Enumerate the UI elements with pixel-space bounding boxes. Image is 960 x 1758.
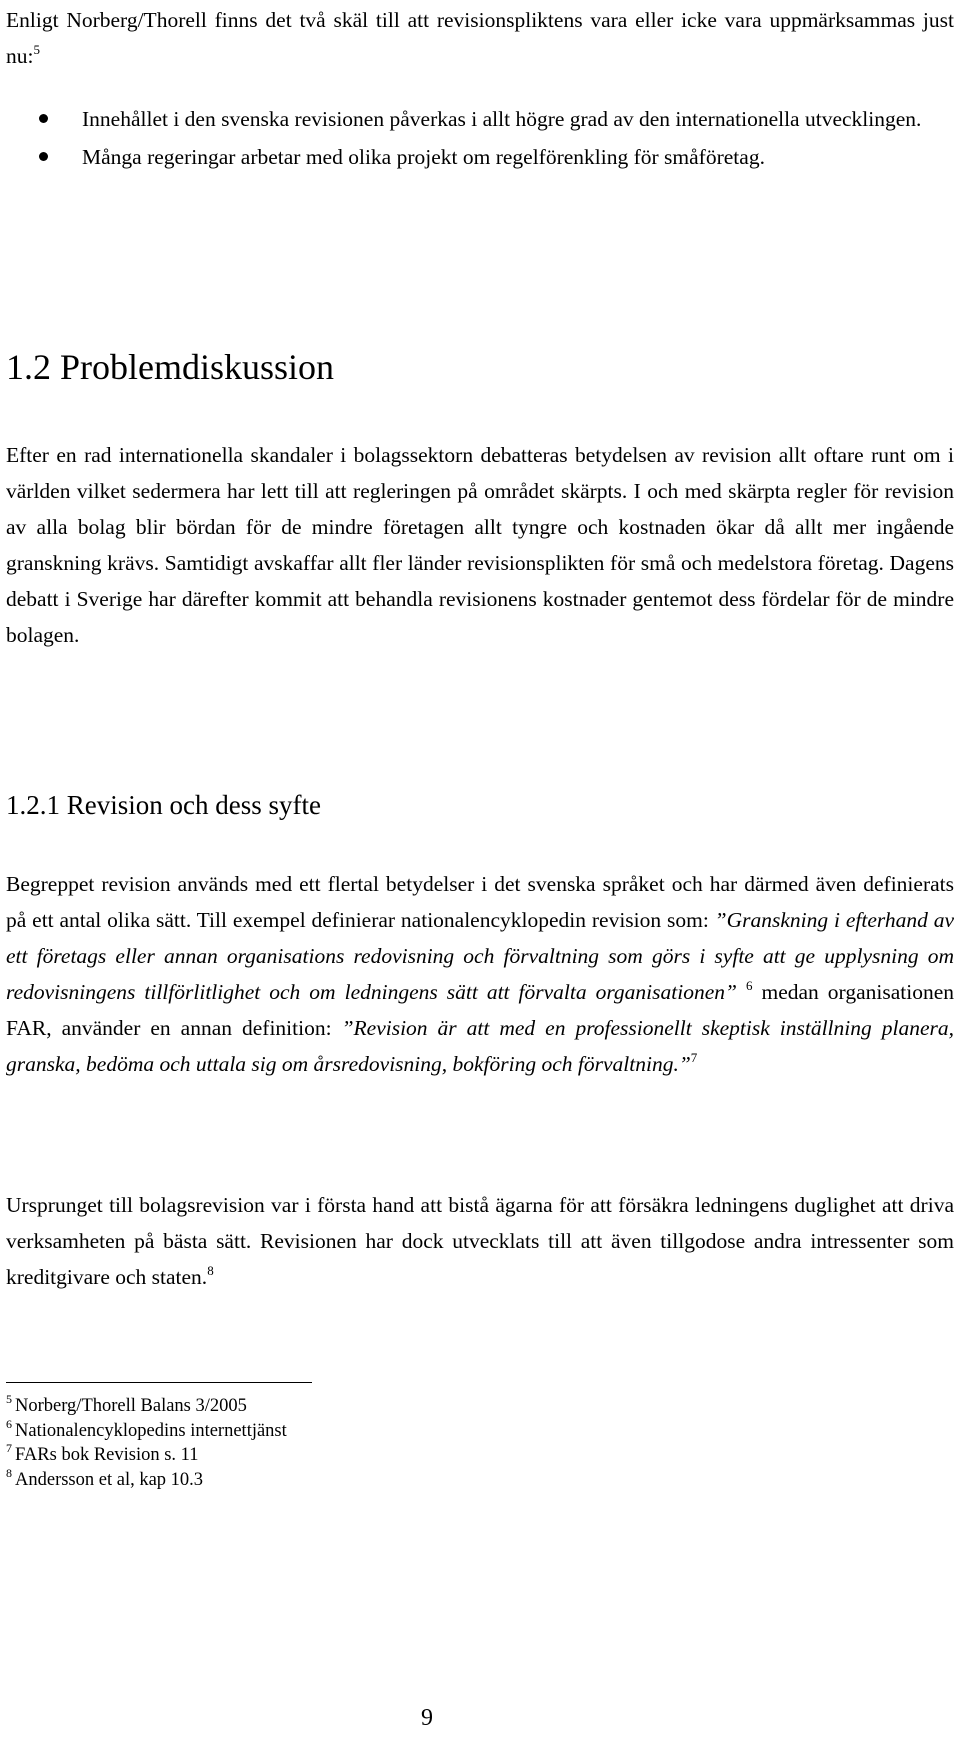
origin-text: Ursprunget till bolagsrevision var i första hand att bistå ägarna för att försäkra ledningens duglighet att driva verksamheten på bästa sätt. Revisionen har dock utvecklats till att även tillgodose andra intressenter som kreditgivare och staten. bbox=[6, 1193, 954, 1289]
footnote-text: Nationalencyklopedins internettjänst bbox=[15, 1420, 287, 1441]
footnote-ref-5: 5 bbox=[33, 42, 40, 57]
intro-paragraph bbox=[6, 2, 954, 74]
footnote-item bbox=[6, 1394, 706, 1419]
bullet-dot-icon bbox=[39, 114, 48, 123]
bullet-item bbox=[0, 101, 954, 137]
bullet-dot-icon bbox=[39, 152, 48, 161]
footnote-item bbox=[6, 1465, 706, 1493]
definition-intro-text: Begreppet revision används med ett flertal betydelser i det svenska språket och har därmed även definierats på ett antal olika sätt. Till exempel definierar nationalencyklopedin revision som: bbox=[6, 872, 954, 932]
footnote-ref-8: 8 bbox=[207, 1263, 214, 1278]
bullet-item bbox=[0, 139, 954, 175]
footnote-list bbox=[6, 1394, 706, 1492]
intro-text: Enligt Norberg/Thorell finns det två skäl till att revisionspliktens vara eller icke vara uppmärksammas just nu: bbox=[6, 8, 954, 68]
bullet-text: Innehållet i den svenska revisionen påverkas i allt högre grad av den internationella utvecklingen. bbox=[82, 107, 922, 131]
footnote-item bbox=[6, 1443, 706, 1468]
footnote-number: 8 bbox=[6, 1465, 12, 1480]
footnote-number: 6 bbox=[6, 1416, 12, 1431]
problem-paragraph: Efter en rad internationella skandaler i bolagssektorn debatteras betydelsen av revision allt oftare runt om i världen vilket sedermera har lett till att regleringen på området skärpts. I och med skärpta regler för revision av alla bolag blir bördan för de mindre företagen allt tyngre och kostnaden ökar då allt mer ingående granskning krävs. Samtidigt avskaffar allt fler länder revisionsplikten för små och medelstora företag. Dagens debatt i Sverige har därefter kommit att behandla revisionens kostnader gentemot dess fördelar för de mindre bolagen. bbox=[6, 443, 954, 647]
footnote-number: 7 bbox=[6, 1441, 12, 1455]
page-number: 9 bbox=[421, 1705, 433, 1731]
footnote-text: Andersson et al, kap 10.3 bbox=[15, 1469, 204, 1490]
section-heading: 1.2 Problemdiskussion bbox=[6, 347, 335, 387]
definition-middle-text: medan organisationen FAR, använder en annan definition: bbox=[6, 980, 954, 1040]
bullet-list bbox=[0, 101, 954, 177]
footnote-number: 5 bbox=[6, 1392, 12, 1406]
footnote-text: FARs bok Revision s. 11 bbox=[15, 1445, 199, 1465]
ne-definition-quote: ”Granskning i efterhand av ett företags eller annan organisations redovisning och förvaltning som görs i syfte att ge upplysning om redovisningens tillförlitlighet och om ledningens sätt att förvalta organisationen” bbox=[6, 908, 955, 1004]
bullet-text: Många regeringar arbetar med olika projekt om regelförenkling för småföretag. bbox=[82, 145, 765, 169]
footnote-ref-6: 6 bbox=[745, 978, 753, 993]
footnote-text: Norberg/Thorell Balans 3/2005 bbox=[15, 1396, 247, 1416]
subsection-heading: 1.2.1 Revision och dess syfte bbox=[6, 790, 321, 820]
footnote-divider bbox=[6, 1382, 312, 1383]
footnote-item bbox=[6, 1416, 706, 1444]
far-definition-quote: ”Revision är att med en professionellt skeptisk inställning planera, granska, bedöma och uttala sig om årsredovisning, bokföring och förvaltning.” bbox=[6, 1016, 954, 1076]
definition-paragraph bbox=[6, 866, 954, 1082]
origin-paragraph bbox=[6, 1187, 954, 1295]
footnote-ref-7: 7 bbox=[690, 1050, 698, 1065]
